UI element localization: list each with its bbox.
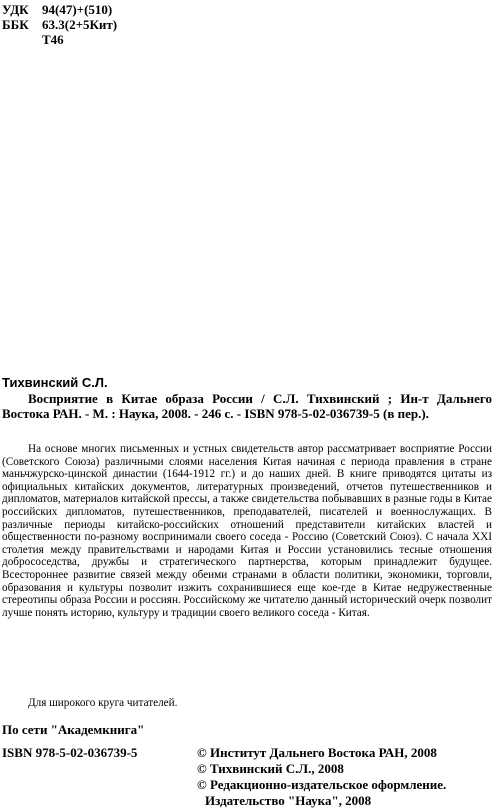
udk-row	[2, 2, 117, 17]
distribution-note: По сети "Академкнига"	[2, 722, 145, 737]
copyright-line: Издательство "Наука", 2008	[205, 793, 372, 808]
copyright-line: © Институт Дальнего Востока РАН, 2008	[197, 745, 437, 760]
copyright-block	[197, 745, 446, 809]
udk-value: 94(47)+(510)	[42, 2, 113, 17]
classification-block	[2, 2, 117, 47]
author-heading: Тихвинский С.Л.	[2, 375, 108, 390]
author-mark: Т46	[42, 32, 64, 47]
copyright-line: © Редакционно-издательское оформление.	[197, 777, 447, 792]
udk-label: УДК	[2, 2, 29, 17]
copyright-line: © Тихвинский С.Л., 2008	[197, 761, 344, 776]
abstract: На основе многих письменных и устных свидетельств автор рассматривает восприятие России (Советского Союза) различными слоями населения Китая начиная с периода правления в стране маньчжурско-цинской династии (1644-1912 гг.) и до наших дней. В книге приводятся цитаты из официальных китайских документов, литературных произведений, отчетов путешественников и дипломатов, материалов китайской прессы, а также свидетельства побывавших в разные годы в Китае российских дипломатов, путешественников, преподавателей, писателей и военнослужащих. В различные периоды китайско-российских отношений представители китайских властей и общественности по-разному воспринимали своего соседа - Россию (Советский Союз). С начала XXI столетия между правительствами и народами Китая и России установились тесные отношения добрососедства, дружбы и стратегического партнерства, которым принадлежит будущее. Всестороннее развитие связей между обеими странами в области политики, экономики, торговли, образования и культуры позволит изжить сохранившиеся еще кое-где в Китае недружественные стереотипы образа России и россиян. Российскому же читателю данный исторический очерк позволит лучше понять историю, культуру и традиции своего великого соседа - Китая.	[2, 443, 492, 619]
bibliographic-description: Восприятие в Китае образа России / С.Л. Тихвинский ; Ин-т Дальнего Востока РАН. - М. : Наука, 2008. - 246 с. - ISBN 978-5-02-036739-5 (в пер.).	[2, 391, 492, 421]
bbk-row	[2, 17, 117, 32]
isbn: ISBN 978-5-02-036739-5	[2, 745, 138, 760]
bbk-label: ББК	[2, 17, 29, 32]
audience-note: Для широкого круга читателей.	[28, 697, 178, 709]
bbk-value: 63.3(2+5Кит)	[42, 17, 118, 32]
